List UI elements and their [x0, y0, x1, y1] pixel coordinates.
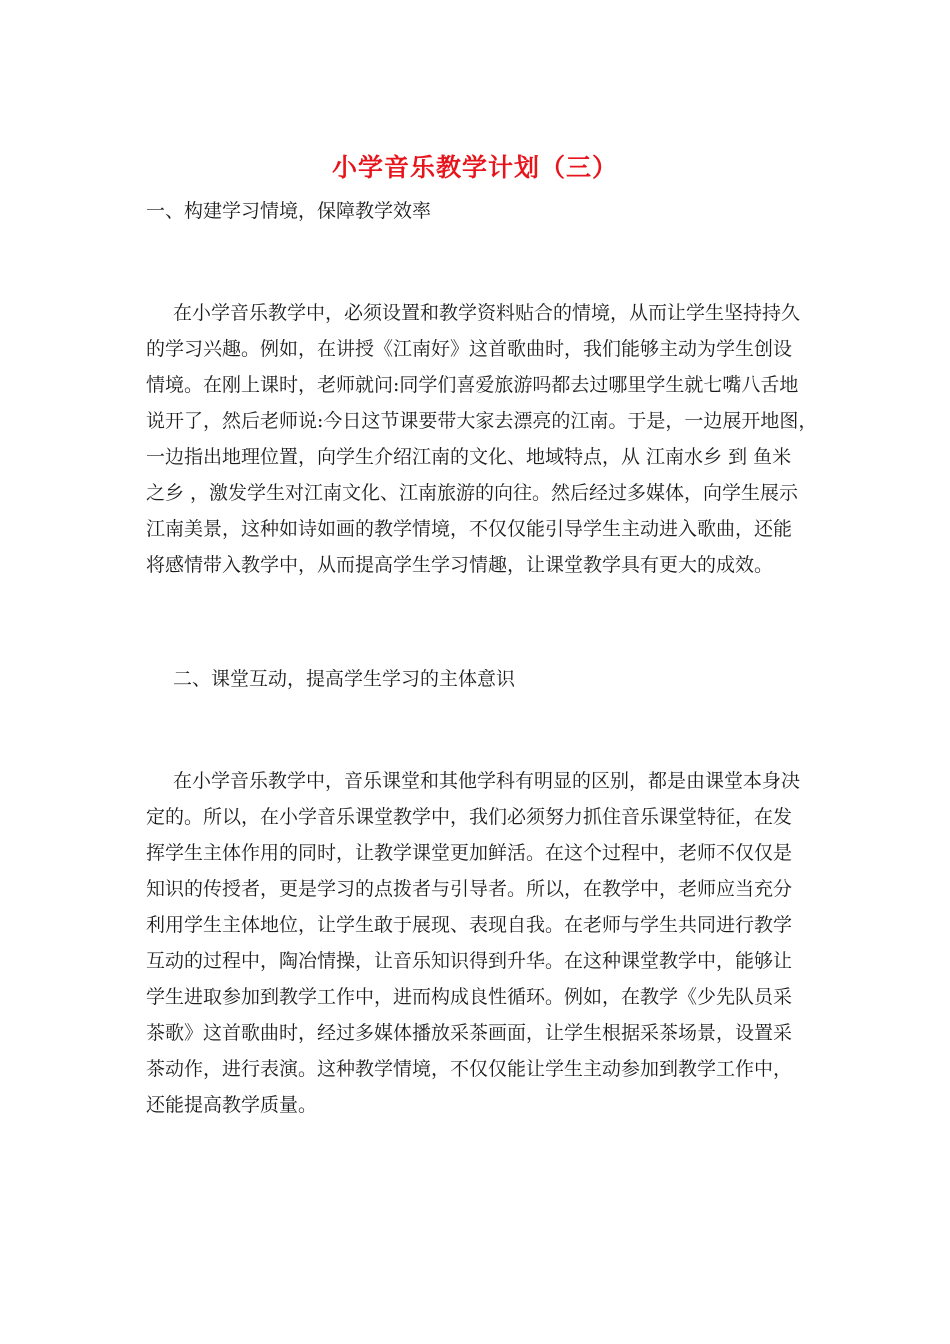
paragraph-line: 挥学生主体作用的同时，让教学课堂更加鲜活。在这个过程中，老师不仅仅是 [146, 842, 793, 864]
paragraph-line: 在小学音乐教学中，音乐课堂和其他学科有明显的区别，都是由课堂本身决 [173, 770, 801, 792]
paragraph-line: 茶歌》这首歌曲时，经过多媒体播放采茶画面，让学生根据采茶场景，设置采 [146, 1022, 793, 1044]
paragraph-line: 互动的过程中，陶冶情操，让音乐知识得到升华。在这种课堂教学中，能够让 [146, 950, 793, 972]
paragraph-line: 将感情带入教学中，从而提高学生学习情趣，让课堂教学具有更大的成效。 [146, 554, 774, 576]
paragraph-line: 还能提高教学质量。 [146, 1094, 318, 1116]
paragraph-line: 情境。在刚上课时，老师就问:同学们喜爱旅游吗都去过哪里学生就七嘴八舌地 [146, 374, 799, 396]
paragraph-line: 一边指出地理位置，向学生介绍江南的文化、地域特点，从 江南水乡 到 鱼米 [146, 446, 792, 468]
paragraph-line: 定的。所以，在小学音乐课堂教学中，我们必须努力抓住音乐课堂特征，在发 [146, 806, 793, 828]
paragraph-line: 江南美景，这种如诗如画的教学情境，不仅仅能引导学生主动进入歌曲，还能 [146, 518, 793, 540]
paragraph-line: 知识的传授者，更是学习的点拨者与引导者。所以，在教学中，老师应当充分 [146, 878, 793, 900]
paragraph-line: 的学习兴趣。例如，在讲授《江南好》这首歌曲时，我们能够主动为学生创设 [146, 338, 793, 360]
section-2-heading: 二、课堂互动，提高学生学习的主体意识 [173, 668, 516, 690]
paragraph-line: 在小学音乐教学中，必须设置和教学资料贴合的情境，从而让学生坚持持久 [173, 302, 801, 324]
paragraph-line: 之乡 ，激发学生对江南文化、江南旅游的向往。然后经过多媒体，向学生展示 [146, 482, 799, 504]
paragraph-line: 学生进取参加到教学工作中，进而构成良性循环。例如，在教学《少先队员采 [146, 986, 793, 1008]
document-title: 小学音乐教学计划（三） [331, 153, 618, 182]
section-1-heading: 一、构建学习情境，保障教学效率 [146, 200, 432, 222]
paragraph-line: 利用学生主体地位，让学生敢于展现、表现自我。在老师与学生共同进行教学 [146, 914, 793, 936]
paragraph-line: 说开了，然后老师说:今日这节课要带大家去漂亮的江南。于是，一边展开地图， [146, 410, 818, 432]
paragraph-line: 茶动作，进行表演。这种教学情境，不仅仅能让学生主动参加到教学工作中， [146, 1058, 793, 1080]
